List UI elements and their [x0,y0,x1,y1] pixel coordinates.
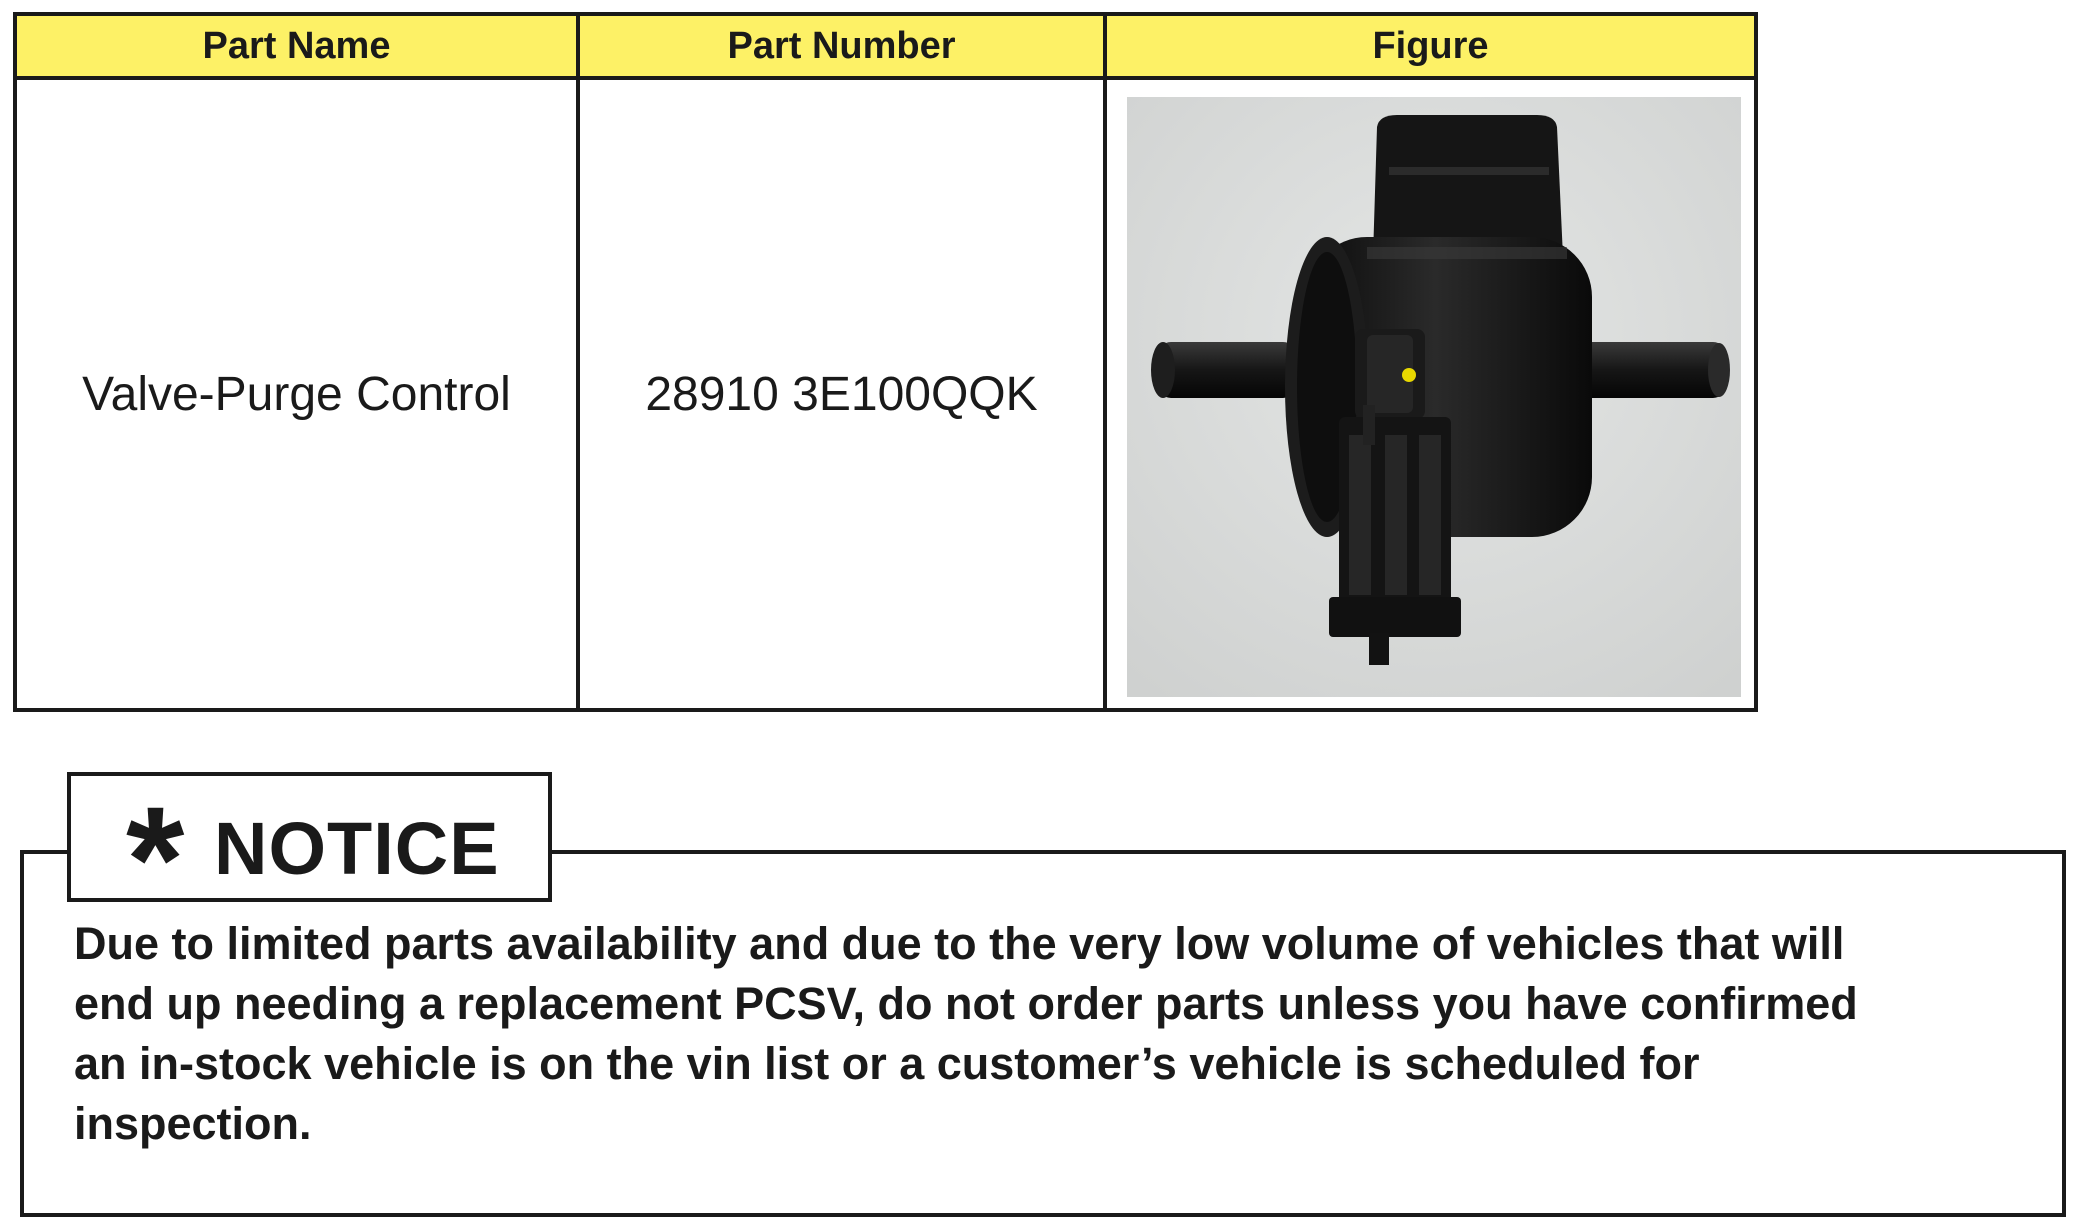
notice-text [74,914,2064,1154]
notice-line: Due to limited parts availability and due to the very low volume of vehicles that will [74,918,1845,969]
purge-control-valve-photo [1127,97,1741,697]
figure-header: Figure [1107,16,1754,80]
figure-cell [1107,80,1754,708]
asterisk-icon: * [126,775,185,943]
figure-column [1107,16,1754,708]
part-number-cell: 28910 3E100QQK [645,367,1038,421]
part-name-header: Part Name [17,16,576,80]
part-name-column [17,16,580,708]
part-number-header: Part Number [580,16,1103,80]
notice-line: end up needing a replacement PCSV, do not order parts unless you have confirmed [74,978,1858,1029]
notice-title: NOTICE [214,807,500,890]
parts-table [13,12,1758,712]
notice-line: an in-stock vehicle is on the vin list or a customer’s vehicle is scheduled for [74,1038,1700,1089]
part-number-column [580,16,1107,708]
notice-tab [67,772,552,943]
part-name-cell: Valve-Purge Control [82,367,511,421]
notice-line: inspection. [74,1098,312,1149]
